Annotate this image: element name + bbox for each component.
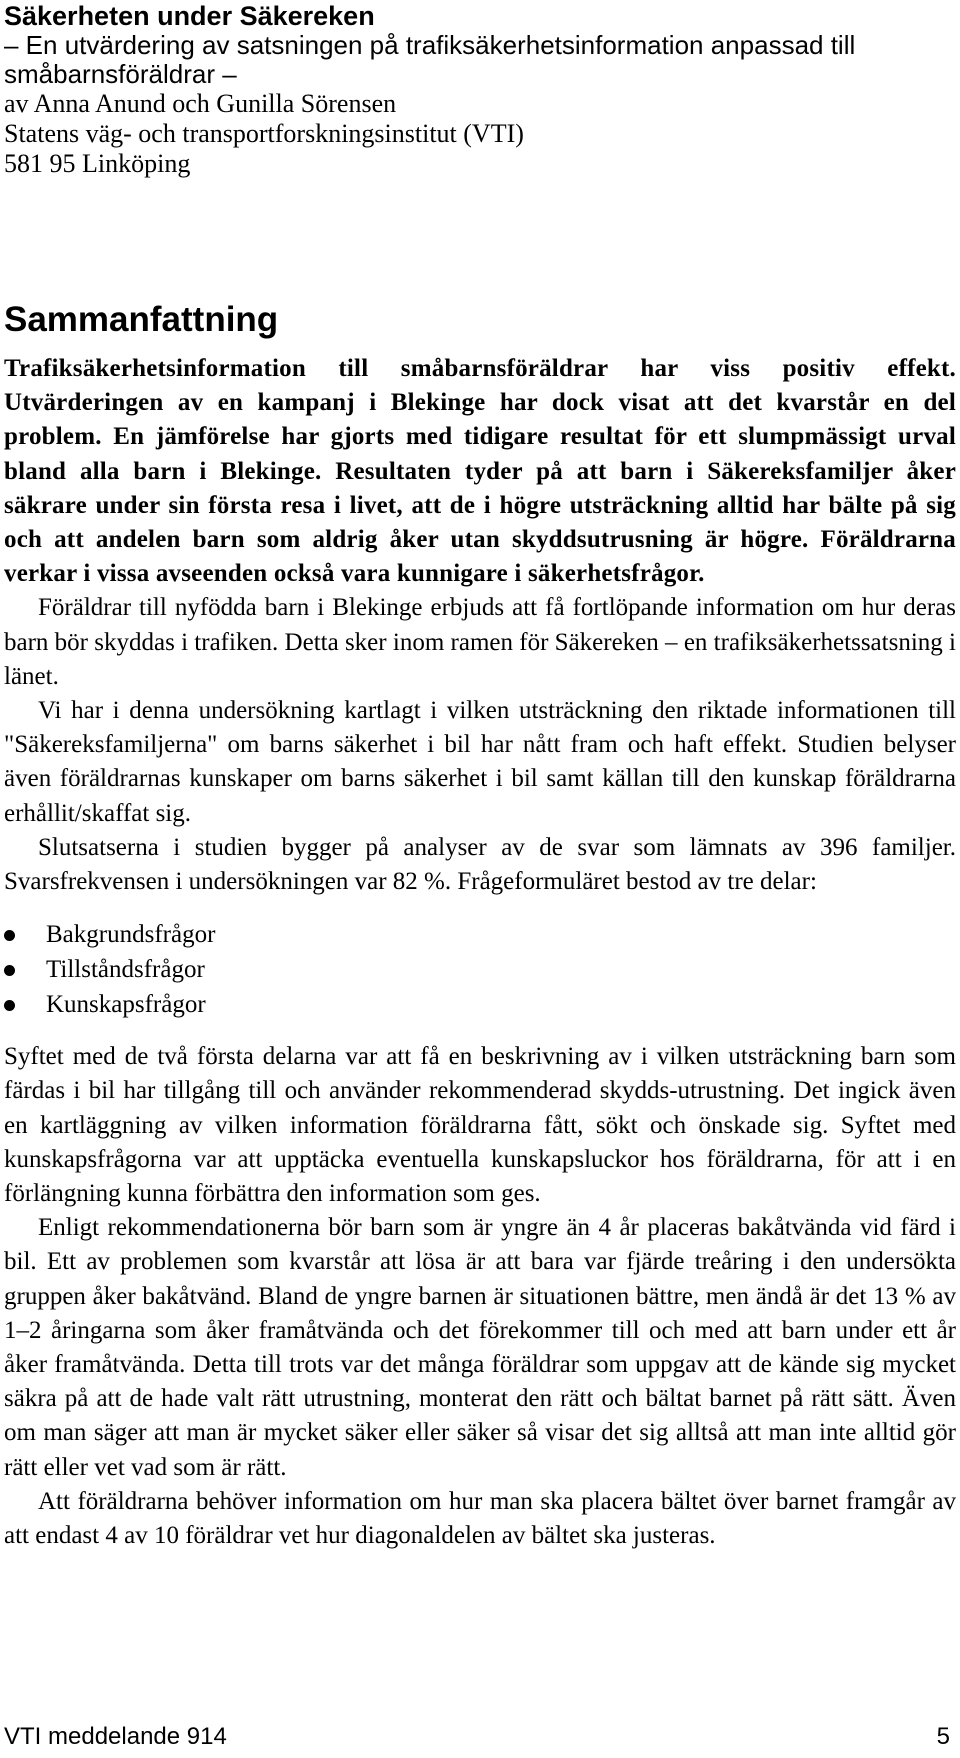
list-item bbox=[4, 952, 956, 987]
summary-paragraph-4: Syftet med de två första delarna var att få en beskrivning av i vilken utsträckning barn som färdas i bil har tillgång till och använder rekommenderad skydds-utrustning. Det ingick även en kartläggning av vilken information föräldrarna fått, sökt och önskade sig. Syftet med kunskapsfrågorna var att upptäcka eventuella kunskapsluckor hos föräldrarna, för att i en förlängning kunna förbättra den information som ges. bbox=[4, 1043, 956, 1208]
document-header bbox=[4, 2, 954, 179]
list-item-text: Bakgrundsfrågor bbox=[46, 921, 216, 949]
bullet-icon bbox=[4, 965, 15, 976]
page-number: 5 bbox=[936, 1723, 950, 1750]
report-subtitle-line-2: småbarnsföräldrar – bbox=[4, 59, 237, 89]
summary-body bbox=[4, 352, 956, 1553]
list-item-text: Kunskapsfrågor bbox=[46, 991, 206, 1019]
publication-label: VTI meddelande 914 bbox=[4, 1723, 227, 1750]
address: 581 95 Linköping bbox=[4, 149, 191, 178]
summary-paragraph-6: Att föräldrarna behöver information om hur man ska placera bältet över barnet framgår av att endast 4 av 10 föräldrar vet hur diagonaldelen av bältet ska justeras. bbox=[4, 1487, 956, 1550]
summary-paragraph-5: Enligt rekommendationerna bör barn som är yngre än 4 år placeras bakåtvända vid färd i bil. Ett av problemen som kvarstår att lösa är att bara var fjärde treåring i den undersökta gruppen åker bakåtvänd. Bland de yngre barnen är situationen bättre, men ändå är det 13 % av 1–2 åringarna som åker framåtvända och det förekommer till och med att barn under ett år åker framåtvända. Detta till trots var det många föräldrar som uppgav att de kände sig mycket säkra på att de hade valt rätt utrustning, monterat den rätt och bältat barnet på rätt sätt. Även om man säger att man är mycket säker eller säker så visar det sig alltså att man inte alltid gör rätt eller vet vad som är rätt. bbox=[4, 1214, 956, 1481]
list-item bbox=[4, 987, 956, 1022]
list-item-text: Tillståndsfrågor bbox=[46, 956, 205, 984]
report-subtitle-line-1: – En utvärdering av satsningen på trafiksäkerhetsinformation anpassad till bbox=[4, 30, 856, 60]
summary-paragraph-3: Slutsatserna i studien bygger på analyser av de svar som lämnats av 396 familjer. Svarsfrekvensen i undersökningen var 82 %. Frågeformuläret bestod av tre delar: bbox=[4, 833, 956, 896]
abstract-bold-text: Trafiksäkerhetsinformation till småbarnsföräldrar har viss positiv effekt. Utvärderingen av en kampanj i Blekinge har dock visat att det kvarstår en del problem. En jämförelse har gjorts med tidigare resultat för ett slumpmässigt urval bland alla barn i Blekinge. Resultaten tyder på att barn i Säkereksfamiljer åker säkrare under sin första resa i livet, att de i högre utsträckning alltid har bälte på sig och att andelen barn som aldrig åker utan skyddsutrusning är högre. Föräldrarna verkar i vissa avseenden också vara kunnigare i säkerhetsfrågor. bbox=[4, 355, 956, 588]
institute: Statens väg- och transportforskningsinstitut (VTI) bbox=[4, 119, 524, 148]
summary-paragraph-2: Vi har i denna undersökning kartlagt i vilken utsträckning den riktade informationen till "Säkereksfamiljerna" om barns säkerhet i bil har nått fram och haft effekt. Studien belyser även föräldrarnas kunskaper om barns säkerhet i bil samt källan till den kunskap föräldrarna erhållit/skaffat sig. bbox=[4, 697, 956, 827]
bullet-icon bbox=[4, 930, 15, 941]
summary-paragraph-1: Föräldrar till nyfödda barn i Blekinge erbjuds att få fortlöpande information om hur deras barn bör skyddas i trafiken. Detta sker inom ramen för Säkereken – en trafiksäkerhetssatsning i länet. bbox=[4, 594, 956, 690]
questionnaire-parts-list bbox=[4, 917, 956, 1022]
abstract-paragraph bbox=[4, 352, 956, 591]
report-title: Säkerheten under Säkereken bbox=[4, 1, 375, 31]
authors: av Anna Anund och Gunilla Sörensen bbox=[4, 89, 397, 118]
section-heading-summary: Sammanfattning bbox=[4, 300, 279, 339]
list-item bbox=[4, 917, 956, 952]
bullet-icon bbox=[4, 1000, 15, 1011]
